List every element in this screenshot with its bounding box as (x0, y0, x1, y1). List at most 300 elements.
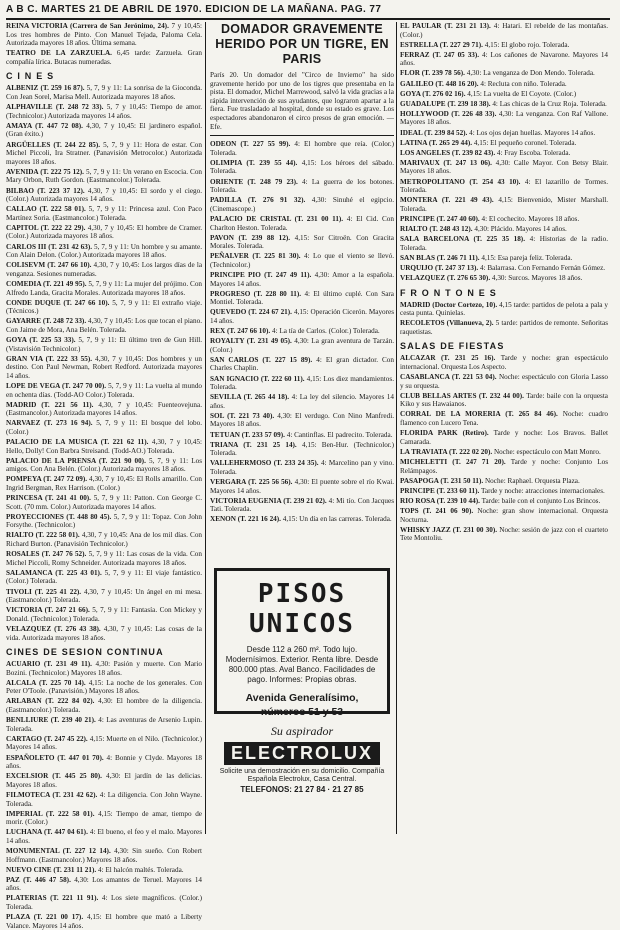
listing-text: 5, 7, 9 y 11: La vuelta al mundo en ochenta días. (Todd-AO Color.) Tolerada. (6, 381, 203, 399)
listing-venue: METROPOLITANO (T. 254 43 10). (400, 177, 521, 186)
listing-text: 5, 7, 9 y 11: La sonrisa de la Gioconda. Con Jean Sorel, Marisa Mell. Autorizada mayores 18 años. (6, 84, 202, 102)
listing-entry (210, 441, 394, 458)
listing-entry (210, 431, 394, 440)
listing-entry (6, 475, 202, 492)
listing-venue: URQUIJO (T. 247 37 13). (400, 263, 479, 272)
frontones-listings (400, 301, 608, 337)
listing-text: Noche: espectáculo con Matt Monro. (493, 447, 601, 456)
listing-venue: XENON (T. 221 16 24). (210, 515, 281, 524)
listing-venue: FLOR (T. 239 78 56). (400, 69, 465, 78)
listing-entry (210, 356, 394, 373)
listing-venue: PEÑALVER (T. 225 81 30). (210, 252, 301, 261)
listing-venue: SAN IGNACIO (T. 222 60 11). (210, 374, 305, 383)
listing-text: 4: Historias de la radio. Tolerada. (400, 235, 608, 252)
listing-venue: ORIENTE (T. 248 79 23). (210, 177, 298, 186)
listing-venue: TETUAN (T. 233 57 09). (210, 430, 285, 439)
listing-text: 4,30: La venganza de Don Mendo. Tolerada. (466, 69, 595, 78)
listing-venue: HOLLYWOOD (T. 226 48 33). (400, 109, 497, 118)
listing-venue: EXCELSIOR (T. 445 25 80). (6, 772, 102, 781)
listing-venue: PRINCIPE PIO (T. 247 49 11). (210, 270, 312, 279)
listing-entry (6, 336, 202, 353)
listing-entry (400, 264, 608, 273)
listing-entry (400, 41, 608, 50)
listing-venue: POMPEYA (T. 247 72 09). (6, 475, 88, 484)
listing-entry (210, 393, 394, 410)
listing-entry (6, 847, 202, 864)
listing-entry (210, 375, 394, 392)
listing-venue: SEVILLA (T. 265 44 18). (210, 393, 290, 402)
listing-venue: GUADALUPE (T. 239 18 38). (400, 99, 491, 108)
listing-venue: VELAZQUEZ (T. 276 65 30). (400, 273, 491, 282)
listing-entry (400, 487, 608, 496)
ad-description: Desde 112 a 260 m². Todo lujo. Modernísimos. Exterior. Renta libre. Desde 800.000 ptas. Aval Banco. Facilidades de pago. Informes: Propias obras. (225, 645, 379, 684)
news-body: París 20. Un domador del "Circo de Invierno" ha sido gravemente herido por uno de los tigres que presentaba en la pista. El domador, Michel Marrewood, salvó la vida gracias a la rápida intervención de sus ayudantes, que lograron apartar a la fiera. Fue trasladado al hospital, donde su estado es grave. Los espectadores abandonaron el circo presos de gran emoción. — Efe. (210, 71, 394, 131)
listing-entry (400, 51, 608, 68)
listing-text: 4: Bonnie y Clyde. Mayores 18 años. (6, 753, 203, 771)
listing-text: 4: Los cañones de Navarone. Mayores 14 años. (400, 50, 609, 68)
listing-venue: ALPHAVILLE (T. 248 72 33). (6, 103, 104, 112)
listing-venue: PROYECCIONES (T. 448 80 45). (6, 512, 112, 521)
listing-text: Tarde y noche: Los Bravos. Ballet Camarada. (400, 429, 608, 446)
listing-entry (400, 22, 608, 39)
listing-venue: TRIANA (T. 231 25 14). (210, 440, 297, 449)
listing-entry (6, 103, 202, 120)
listing-venue: PRINCESA (T. 241 41 00). (6, 494, 91, 503)
listing-text: Tarde y noche: gran espectáculo internacional. Orquesta Los Aspecto. (400, 354, 608, 371)
listing-venue: TIVOLI (T. 225 41 22). (6, 587, 82, 596)
listing-text: 4,15: Muerte en el Nilo. (Technicolor.) Mayores 14 años. (6, 734, 202, 752)
listing-text: 4,30: Sin sueño. Con Robert Hoffmann. (Eastmancolor.) Mayores 18 años. (6, 846, 203, 864)
listing-entry (6, 569, 202, 586)
listing-entry (6, 457, 202, 474)
listing-venue: PAZ (T. 446 47 58). (6, 875, 71, 884)
listing-entry (6, 894, 202, 911)
listing-text: 4,15: Sor Citroën. Con Gracita Morales. Tolerada. (210, 233, 394, 251)
listing-entry (6, 49, 202, 66)
listing-text: 4: Mi tío. Con Jacques Tati. Tolerada. (210, 496, 395, 514)
listing-text: 4,15 tarde: partidos de pelota a pala y cesta punta. Quinielas. (400, 300, 609, 318)
listing-text: 4,15: El pequeño coronel. Tolerada. (473, 138, 577, 147)
listing-entry (6, 168, 202, 185)
listing-entry (400, 507, 608, 524)
listing-text: 4: Las chicas de la Cruz Roja. Tolerada. (492, 99, 607, 108)
listing-venue: RIO ROSA (T. 239 10 44). (400, 496, 480, 505)
listing-text: 4,15: Los diez mandamientos. Tolerada. (210, 374, 394, 392)
ad-address-line-2: números 51 y 53 (260, 706, 344, 718)
listing-venue: RIALTO (T. 248 43 12). (400, 224, 473, 233)
listing-venue: MICHELETTI (T. 247 71 20). (400, 457, 506, 466)
listing-text: 4,30: Los amantes de Teruel. Mayores 14 años. (6, 875, 203, 893)
listing-text: 4,15: El globo rojo. Tolerada. (484, 40, 570, 49)
listing-text: 4,30: Surcos. Mayores 18 años. (491, 273, 583, 282)
listing-entry (400, 69, 608, 78)
listing-entry (210, 234, 394, 251)
listing-entry (6, 810, 202, 827)
listing-entry (6, 606, 202, 623)
listing-entry (210, 196, 394, 213)
ad-description: Solicite una demostración en su domicilio. Compañía Española Electrolux, Casa Central. (219, 768, 385, 783)
listing-venue: ROYALTY (T. 231 49 05). (210, 337, 292, 346)
listing-venue: BENLLIURE (T. 239 40 21). (6, 716, 96, 725)
listing-entry (6, 913, 202, 930)
listing-entry (6, 866, 202, 875)
listing-text: 4: Las aventuras de Arsenio Lupin. Tolerada. (6, 716, 203, 733)
listing-entry (6, 317, 202, 334)
listing-entry (400, 80, 608, 89)
continua-listings (6, 660, 202, 930)
ad-brand-logo: ELECTROLUX (224, 742, 380, 765)
listing-entry (6, 355, 202, 381)
listing-entry (400, 225, 608, 234)
listing-venue: EL PAULAR (T. 231 21 13). (400, 22, 491, 30)
listing-text: 4,30, 7 y 10,45: Ana de los mil días. Con Richard Burton. (Panavisión Technicolor.) (6, 531, 203, 549)
news-headline: DOMADOR GRAVEMENTE HERIDO POR UN TIGRE, EN PARIS (215, 22, 389, 66)
column-2 (210, 22, 394, 562)
listing-text: 4: El bueno, el feo y el malo. Mayores 14 años. (6, 828, 202, 845)
column-3 (400, 22, 608, 834)
listing-venue: SOL (T. 221 73 40). (210, 411, 275, 420)
listing-text: 5, 7, 9 y 11: Topaz. Con John Forsythe. (Technicolor.) (6, 512, 202, 530)
listing-venue: VERGARA (T. 225 56 56). (210, 478, 293, 487)
listing-entry (210, 271, 394, 288)
listing-text: 4: La tía de Carlos. (Color.) Tolerada. (271, 327, 380, 336)
listing-venue: COLISEVM (T. 247 66 10). (6, 261, 92, 270)
listing-entry (6, 382, 202, 399)
listing-text: 4,30: La venganza. Con Raf Vallone. Mayores 18 años. (400, 109, 609, 127)
listing-venue: AVENIDA (T. 222 75 12). (6, 167, 84, 176)
listing-text: 4: El gran dictador. Con Charles Chaplin. (210, 355, 394, 373)
listing-venue: VALLEHERMOSO (T. 233 24 35). (210, 459, 319, 468)
listing-venue: PRINCIPE (T. 247 40 60). (400, 214, 480, 223)
listing-entry (6, 735, 202, 752)
listing-text: 4,30: Calle Mayor. Con Betsy Blair. Mayores 18 años. (400, 158, 609, 176)
listing-text: 4,30: Amor a la española. Mayores 14 años. (210, 270, 394, 288)
listing-text: 4: El Cid. Con Charlton Heston. Tolerada. (210, 214, 394, 232)
listing-entry (400, 477, 608, 486)
listing-text: 4,30: Sinuhé el egipcio. (Cinemascope.) (210, 196, 394, 213)
listing-text: 4,30: El jardín de las delicias. Mayores 18 años. (6, 772, 203, 789)
listing-venue: GOYA (T. 225 53 33). (6, 336, 76, 344)
listing-text: 4: Recluta con niño. Tolerada. (480, 79, 567, 88)
listing-text: 4,30: La gran aventura de Tarzán. (Color.) (210, 337, 394, 354)
listing-entry (6, 22, 202, 48)
listing-venue: ARGÜELLES (T. 244 22 85). (6, 140, 101, 149)
listing-text: 4,30, 7 y 10,45: Los largos días de la venganza. Sesiones numeradas. (6, 261, 203, 278)
listing-entry (6, 84, 202, 101)
listing-entry (210, 327, 394, 336)
listing-venue: CORRAL DE LA MORERIA (T. 265 84 46). (400, 410, 558, 419)
listing-text: 4,30: El hombre de la diligencia. (Eastmancolor.) Tolerada. (6, 697, 202, 715)
listing-text: 4,30: El verdugo. Con Nino Manfredi. Mayores 18 años. (210, 411, 394, 429)
listing-text: 4,30, 7 y 10,45: Las cosas de la vida. Autorizada mayores 18 años. (6, 624, 202, 642)
listing-entry (400, 497, 608, 506)
listing-venue: ARLABAN (T. 222 84 02). (6, 697, 95, 706)
listing-entry (6, 261, 202, 278)
listing-text: 4,30, 7 y 10,45: El Rolls amarillo. Con Ingrid Bergman, Rex Harrison. (Color.) (6, 475, 203, 492)
listing-venue: CLUB BELLAS ARTES (T. 232 44 00). (400, 391, 524, 400)
listing-text: 4: Los ojos dejan huellas. Mayores 14 años. (469, 128, 596, 137)
listing-entry (6, 141, 202, 167)
listing-text: Tarde y noche: Conjunto Los Relámpagos. (400, 457, 608, 475)
listing-text: 4,30: El puente sobre el río Kwai. Mayores 14 años. (210, 478, 394, 495)
listing-entry (400, 235, 608, 252)
listing-text: 5, 7, 9 y 11: Las cosas de la vida. Con Michel Piccoli, Romy Schneider. Autorizada mayores 18 años. (6, 550, 202, 567)
listing-venue: PAVON (T. 239 88 12). (210, 233, 291, 242)
listing-entry (400, 100, 608, 109)
listing-entry (6, 419, 202, 436)
listing-venue: VELAZQUEZ (T. 276 43 38). (6, 624, 101, 633)
listing-venue: ALBENIZ (T. 259 16 87). (6, 84, 85, 93)
listing-venue: OLIMPIA (T. 239 55 44). (210, 158, 298, 167)
listing-entry (400, 159, 608, 176)
news-rule (210, 135, 394, 136)
column-2-listings (210, 140, 394, 524)
listing-entry (6, 205, 202, 222)
listing-venue: FERRAZ (T. 247 05 33). (400, 50, 480, 59)
listing-entry (6, 299, 202, 316)
listing-venue: TOPS (T. 241 06 90). (400, 506, 474, 515)
listing-text: 5, 7, 9 y 11: Un hombre y su amante. Con Alain Delon. (Color.) Autorizada mayores 18 años. (6, 242, 202, 260)
listing-text: 4,30, 7 y 10,45: El sordo y el ciego. (Color.) Autorizada mayores 14 años. (6, 186, 203, 204)
listing-venue: ALCAZAR (T. 231 25 16). (400, 354, 496, 363)
column-1 (6, 22, 203, 930)
listing-venue: PLATERIAS (T. 221 11 91). (6, 894, 99, 903)
listing-entry (400, 410, 608, 427)
listing-text: 4: La ley del silencio. Mayores 14 años. (210, 393, 394, 410)
listing-entry (6, 588, 202, 605)
listing-venue: SALA BARCELONA (T. 225 35 18). (400, 235, 525, 244)
page-header: A B C. MARTES 21 DE ABRIL DE 1970. EDICION DE LA MAÑANA. PAG. 77 (6, 4, 382, 15)
listing-text: 4,15: Operación Cicerón. Mayores 14 años. (210, 308, 395, 325)
listing-entry (6, 187, 202, 204)
section-heading-fiestas: SALAS DE FIESTAS (400, 341, 505, 352)
listing-venue: CARLOS III (T. 231 42 63). (6, 242, 93, 251)
listing-text: 4,30, 7 y 10,45: Dos hombres y un destino. Con Paul Newman, Robert Redford. Autorizada mayores 14 años. (6, 354, 202, 380)
listing-entry (210, 497, 394, 514)
ad-slogan: Su aspirador (270, 724, 334, 738)
listing-venue: REX (T. 247 66 10). (210, 327, 271, 336)
listing-text: 5 tarde: partidos de remonte. Señoritas raquetistas. (400, 319, 608, 336)
listing-entry (210, 252, 394, 269)
listing-entry (400, 178, 608, 195)
listing-text: Tarde: baile con la orquesta Kiko y sus Hawaianos. (400, 391, 609, 409)
listing-venue: IMPERIAL (T. 222 58 01). (6, 809, 95, 818)
listing-venue: GAYARRE (T. 248 72 33). (6, 317, 87, 326)
listing-venue: PALACIO DE LA MUSICA (T. 221 62 11). (6, 438, 149, 447)
listing-entry (400, 274, 608, 283)
listing-entry (400, 448, 608, 457)
ad-title: PISOS UNICOS (249, 579, 355, 639)
listing-entry (210, 290, 394, 307)
listing-text: 4: El lazarillo de Tormes. Tolerada. (400, 177, 608, 195)
listing-text: 4,30, 7 y 10,45: Un ángel en mi mesa. (Eastmancolor.) Tolerada. (6, 587, 202, 605)
listing-entry (6, 679, 202, 696)
listing-venue: AMAYA (T. 447 72 08). (6, 121, 83, 130)
listing-venue: PALACIO DE LA PRENSA (T. 221 90 00). (6, 456, 146, 465)
listing-text: Tarde y noche: atracciones internacionales. (481, 486, 605, 495)
ad-phones: TELEFONOS: 21 27 84 · 21 27 85 (240, 785, 364, 794)
listing-entry (400, 254, 608, 263)
listing-entry (6, 438, 202, 455)
listing-venue: LOS ANGELES (T. 239 82 43). (400, 148, 496, 157)
listing-text: 4,15: El hombre que mató a Liberty Valance. Mayores 14 años. (6, 913, 203, 930)
listing-text: 4,30, 7 y 10,45: Fuenteovejuna. (Eastmancolor.) Autorizada mayores 14 años. (6, 400, 203, 418)
listing-entry (6, 122, 202, 139)
listing-venue: MADRID (Doctor Cortezo, 10). (400, 300, 498, 309)
section-heading-cines: C I N E S (6, 71, 55, 82)
listing-entry (400, 139, 608, 148)
listing-text: 4: Cantinflas. El padrecito. Tolerada. (286, 430, 393, 439)
listing-venue: SALAMANCA (T. 225 43 01). (6, 568, 102, 577)
listing-venue: ESPAÑOLETO (T. 447 01 70). (6, 753, 104, 762)
listing-text: Tarde: baile con el conjunto Los Brincos. (481, 496, 601, 505)
listing-text: 4: Balarrasa. Con Fernando Fernán Gómez. (479, 263, 606, 272)
listing-text: 4,15: Un día en las carreras. Tolerada. (282, 515, 392, 524)
listing-venue: PASAPOGA (T. 231 50 11). (400, 476, 484, 485)
listing-entry (400, 90, 608, 99)
listing-entry (210, 159, 394, 176)
listing-venue: COMEDIA (T. 221 49 95). (6, 279, 87, 288)
listing-text: 4,15: Ben-Hur. (Technicolor.) Tolerada. (210, 440, 395, 458)
listing-text: Noche: espectáculo con Gloria Lasso y su orquesta. (400, 373, 609, 390)
listing-entry (6, 625, 202, 642)
listing-text: 4,15: La noche de los generales. Con Peter O'Toole. (Panavisión.) Mayores 18 años. (6, 678, 203, 696)
section-heading-frontones: F R O N T O N E S (400, 287, 497, 298)
listing-venue: PADILLA (T. 276 91 32). (210, 196, 306, 205)
column-3-listings (400, 22, 608, 283)
listing-venue: ESTRELLA (T. 227 29 71). (400, 40, 483, 49)
listing-text: 4,30, 7 y 10,45: El hombre de Cramer. (Color.) Autorizada mayores 18 años. (6, 223, 202, 241)
listing-entry (6, 772, 202, 789)
top-listings (6, 22, 202, 66)
listing-entry (210, 459, 394, 476)
listing-entry (210, 308, 394, 325)
listing-venue: PRINCIPE (T. 233 60 11). (400, 486, 480, 495)
electrolux-ad (214, 724, 390, 804)
listing-venue: CONDE DUQUE (T. 247 66 10). (6, 298, 110, 307)
listing-text: 4,15: La vuelta de El Coyote. (Color.) (467, 89, 577, 98)
listing-venue: MONUMENTAL (T. 227 12 14). (6, 846, 111, 855)
listing-text: Noche: sesión de jazz con el cuarteto Tete Montoliu. (400, 525, 609, 543)
listing-venue: PLAZA (T. 221 00 17). (6, 913, 84, 922)
listing-text: 5, 7, 9 y 11: Un verano en Escocia. Con Mary Orbon, Ruth Gordon. (Eastmancolor.) Tolerada. (6, 167, 203, 185)
listing-venue: CALLAO (T. 222 58 01). (6, 205, 86, 214)
listing-venue: SAN BLAS (T. 246 71 11). (400, 253, 480, 262)
listing-venue: NUEVO CINE (T. 231 11 21). (6, 865, 97, 874)
column-divider-1 (205, 22, 206, 834)
listing-venue: NARVAEZ (T. 273 16 94). (6, 419, 93, 428)
listing-entry (400, 429, 608, 446)
listing-entry (6, 791, 202, 808)
listing-entry (400, 149, 608, 158)
listing-venue: REINA VICTORIA (Carrera de San Jerónimo, 24). (6, 22, 169, 30)
listing-venue: MONTERA (T. 221 49 43). (400, 196, 494, 205)
pisos-unicos-ad (214, 568, 390, 718)
listing-entry (210, 337, 394, 354)
listing-entry (6, 828, 202, 845)
listing-entry (6, 243, 202, 260)
listing-text: 4,15: Tiempo de amar, tiempo de morir. (Color.) (6, 809, 202, 827)
listing-entry (400, 196, 608, 213)
listing-venue: CAPITOL (T. 222 22 29). (6, 223, 86, 232)
listing-text: 5, 7, 9 y 11: Patton. Con George C. Scott. (70 mm. Color.) Autorizada mayores 14 años. (6, 494, 203, 511)
listing-entry (6, 876, 202, 893)
listing-entry (6, 531, 202, 548)
listing-text: 5, 7 y 10,45: Tiempo de amor. (Technicolor.) Autorizada mayores 14 años. (6, 103, 202, 120)
listing-venue: MARIVAUX (T. 247 13 06). (400, 158, 492, 167)
listing-venue: RIALTO (T. 222 58 01). (6, 531, 80, 540)
listing-text: 4: Marcelino pan y vino. Tolerada. (210, 459, 395, 476)
listing-text: 4,30, 7 y 10,45: Los que tocan el piano. Con Jaime de Mora, Ana Belén. Tolerada. (6, 317, 202, 334)
listing-venue: ROSALES (T. 247 76 52). (6, 550, 87, 559)
listing-text: 4,30: Plácido. Mayores 14 años. (474, 224, 567, 233)
section-heading-continua: CINES DE SESION CONTINUA (6, 647, 164, 658)
listing-entry (210, 478, 394, 495)
listing-text: Noche: cuadro flamenco con Lucero Tena. (400, 410, 608, 428)
listing-entry (400, 110, 608, 127)
listing-entry (6, 494, 202, 511)
listing-venue: WHISKY JAZZ (T. 231 00 30). (400, 525, 498, 534)
listing-text: 4,30: Pasión y muerte. Con Mario Bozini. (Technicolor.) Mayores 18 años. (6, 660, 202, 677)
listing-text: 4,30, 7 y 10,45: El jardinero español. (Gran éxito.) (6, 121, 202, 139)
header-rule (6, 18, 610, 20)
listing-text: 5, 7, 9 y 11: El viaje fantástico. (Color.) Tolerada. (6, 568, 203, 586)
listing-entry (210, 140, 394, 157)
listing-venue: GALILEO (T. 448 16 20). (400, 79, 479, 88)
listing-entry (6, 660, 202, 677)
listing-entry (6, 550, 202, 567)
listing-entry (6, 280, 202, 297)
listing-entry (6, 401, 202, 418)
listing-venue: LATINA (T. 265 29 44). (400, 138, 473, 147)
listing-entry (210, 515, 394, 524)
listing-text: 5, 7, 9 y 11: Princesa azul. Con Paco Martínez Soria. (Eastmancolor.) Tolerada. (6, 205, 202, 222)
listing-text: 4: Lo que el viento se llevó. (Technicolor.) (210, 252, 395, 269)
listing-venue: VICTORIA (T. 247 21 66). (6, 606, 90, 615)
listing-entry (400, 354, 608, 371)
listing-venue: ALCALA (T. 225 70 14). (6, 678, 86, 687)
listing-entry (400, 392, 608, 409)
listing-venue: ODEON (T. 227 55 99). (210, 140, 291, 149)
column-divider-2 (396, 22, 397, 834)
listing-entry (6, 513, 202, 530)
cines-listings (6, 84, 202, 642)
listing-text: 4: Los siete magníficos. (Color.) Tolerada. (6, 894, 202, 912)
listing-entry (210, 412, 394, 429)
listing-entry (400, 301, 608, 318)
listing-text: 4: El cochecito. Mayores 18 años. (481, 214, 580, 223)
listing-text: 4,15: Esa pareja feliz. Tolerada. (481, 253, 573, 262)
ad-address-line-1: Avenida Generalísimo, (245, 692, 359, 704)
listing-venue: LUCHANA (T. 447 04 61). (6, 828, 88, 837)
listing-text: 5, 7, 9 y 11: El extraño viaje. (Técnicos.) (6, 298, 202, 316)
listing-entry (6, 697, 202, 714)
listing-venue: IDEAL (T. 239 84 52). (400, 128, 468, 137)
listing-text: 4: El halcón maltés. Tolerada. (97, 865, 184, 874)
listing-text: 4,30, 7 y 10,45: Hello, Dolly! Con Barbra Streisand. (Todd-AO.) Tolerada. (6, 438, 202, 455)
listing-text: 5, 7, 9 y 11: La mujer del prójimo. Con Alfredo Landa, Gracita Morales. Autorizada mayores 18 años. (6, 279, 203, 297)
listing-venue: VICTORIA EUGENIA (T. 239 21 02). (210, 496, 327, 505)
listing-venue: PROGRESO (T. 228 80 11). (210, 289, 302, 298)
fiestas-listings (400, 354, 608, 542)
listing-venue: SAN CARLOS (T. 227 15 89). (210, 355, 313, 364)
listing-venue: MADRID (T. 221 56 11). (6, 400, 94, 409)
listing-venue: FILMOTECA (T. 231 42 62). (6, 790, 98, 799)
listing-text: 4,15: Bienvenido, Mister Marshall. Tolerada. (400, 196, 609, 213)
listing-text: 4: Fray Escoba. Tolerada. (496, 148, 571, 157)
listing-venue: GRAN VIA (T. 222 33 55). (6, 354, 93, 363)
listing-entry (400, 215, 608, 224)
